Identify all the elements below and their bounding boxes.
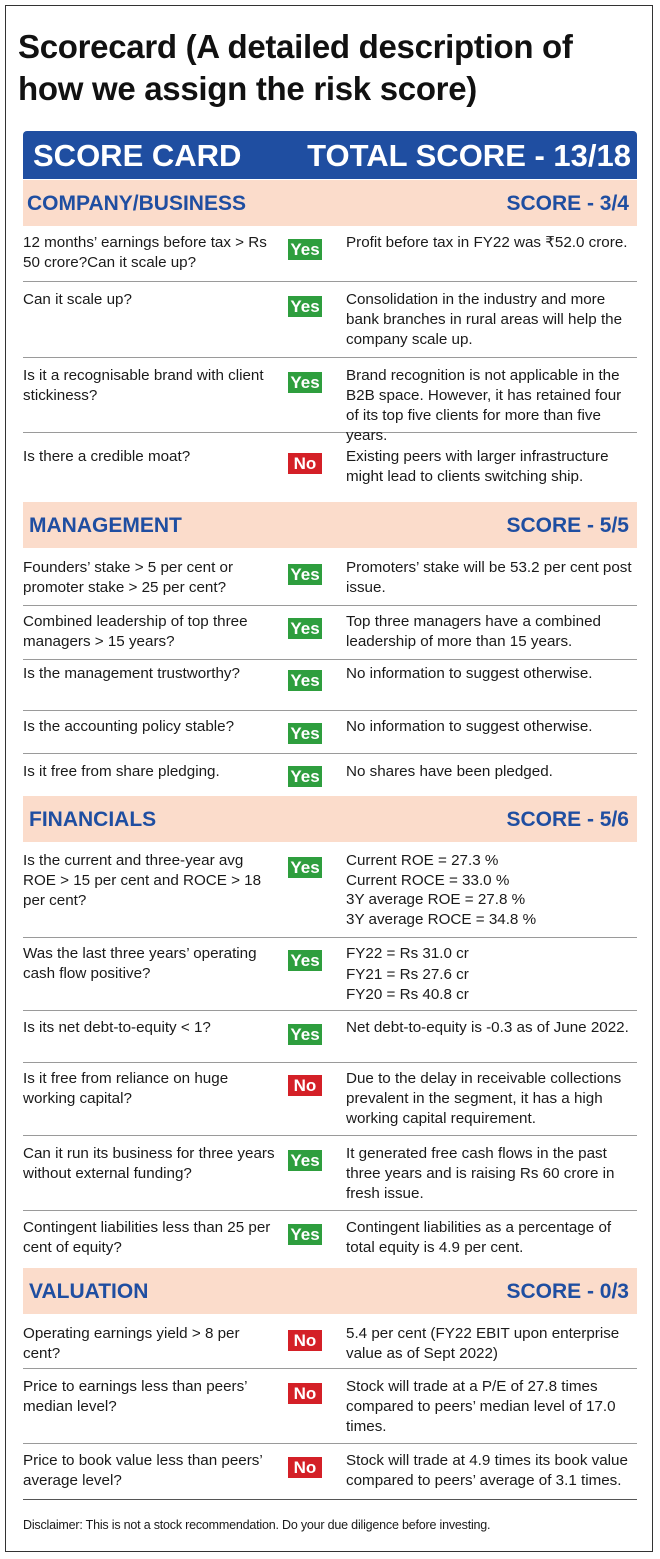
- table-row: [23, 1451, 637, 1500]
- section-title: COMPANY/BUSINESS: [27, 192, 246, 215]
- table-row: [23, 1324, 637, 1369]
- explanation: Promoters’ stake will be 53.2 per cent post issue.: [346, 559, 632, 596]
- explanation: No information to suggest otherwise.: [346, 718, 593, 735]
- explanation: Due to the delay in receivable collections prevalent in the segment, it has a high working capital requirement.: [346, 1070, 622, 1127]
- explanation: Net debt-to-equity is -0.3 as of June 2022.: [346, 1019, 629, 1036]
- table-row: [23, 447, 637, 498]
- explanation: Stock will trade at a P/E of 27.8 times compared to peers’ median level of 17.0 times.: [346, 1378, 616, 1435]
- verdict-badge: Yes: [288, 1224, 322, 1245]
- explanation: Stock will trade at 4.9 times its book value compared to peers’ average of 3.1 times.: [346, 1452, 628, 1489]
- criterion: Is it free from reliance on huge working capital?: [23, 1070, 229, 1107]
- explanation: Existing peers with larger infrastructure might lead to clients switching ship.: [346, 448, 609, 485]
- criterion: Is the management trustworthy?: [23, 665, 240, 682]
- verdict-badge: No: [288, 453, 322, 474]
- verdict-badge: Yes: [288, 1150, 322, 1171]
- explanation: 5.4 per cent (FY22 EBIT upon enterprise value as of Sept 2022): [346, 1325, 620, 1362]
- verdict-badge: Yes: [288, 239, 322, 260]
- verdict-badge: Yes: [288, 296, 322, 317]
- table-row: [23, 366, 637, 444]
- verdict-badge: No: [288, 1075, 322, 1096]
- table-row: [23, 717, 637, 754]
- section-financials: [23, 796, 637, 842]
- section-company-business: [23, 180, 637, 226]
- explanation: No shares have been pledged.: [346, 763, 553, 780]
- table-row: [23, 851, 637, 938]
- verdict-badge: Yes: [288, 1024, 322, 1045]
- table-row: [23, 233, 637, 282]
- verdict-badge: Yes: [288, 857, 322, 878]
- verdict-badge: No: [288, 1383, 322, 1404]
- criterion: Was the last three years’ operating cash flow positive?: [23, 945, 257, 982]
- verdict-badge: No: [288, 1330, 322, 1351]
- table-row: [23, 612, 637, 660]
- explanation: It generated free cash flows in the past three years and is raising Rs 60 crore in fresh issue.: [346, 1145, 615, 1202]
- verdict-badge: No: [288, 1457, 322, 1478]
- verdict-badge: Yes: [288, 618, 322, 639]
- explanation: Consolidation in the industry and more bank branches in rural areas will help the company scale up.: [346, 291, 623, 348]
- verdict-badge: Yes: [288, 723, 322, 744]
- page-title: Scorecard (A detailed description of how we assign the risk score): [18, 28, 573, 107]
- criterion: Contingent liabilities less than 25 per cent of equity?: [23, 1219, 271, 1256]
- section-valuation: [23, 1268, 637, 1314]
- score-card-label: SCORE CARD: [33, 138, 242, 173]
- table-row: [23, 944, 637, 1011]
- table-row: [23, 762, 637, 794]
- verdict-badge: Yes: [288, 670, 322, 691]
- section-score: SCORE - 5/5: [506, 514, 629, 537]
- explanation: FY22 = Rs 31.0 cr FY21 = Rs 27.6 cr FY20 = Rs 40.8 cr: [346, 945, 469, 1003]
- criterion: Combined leadership of top three managers > 15 years?: [23, 613, 248, 650]
- explanation: No information to suggest otherwise.: [346, 665, 593, 682]
- section-title: MANAGEMENT: [29, 514, 182, 537]
- criterion: Is its net debt-to-equity < 1?: [23, 1019, 211, 1036]
- section-title: VALUATION: [29, 1280, 149, 1303]
- table-row: [23, 1144, 637, 1211]
- criterion: Price to earnings less than peers’ median level?: [23, 1378, 247, 1415]
- table-row: [23, 664, 637, 711]
- criterion: Is there a credible moat?: [23, 448, 191, 465]
- criterion: 12 months’ earnings before tax > Rs 50 crore?Can it scale up?: [23, 234, 267, 271]
- section-score: SCORE - 0/3: [506, 1280, 629, 1303]
- verdict-badge: Yes: [288, 372, 322, 393]
- section-management: [23, 502, 637, 548]
- section-score: SCORE - 3/4: [506, 192, 629, 215]
- explanation: Current ROE = 27.3 % Current ROCE = 33.0 % 3Y average ROE = 27.8 % 3Y average ROCE = 34.8 %: [346, 852, 537, 928]
- criterion: Is it a recognisable brand with client stickiness?: [23, 367, 264, 404]
- score-card-header: [23, 131, 637, 179]
- table-row: [23, 1218, 637, 1266]
- verdict-badge: Yes: [288, 950, 322, 971]
- criterion: Can it run its business for three years without external funding?: [23, 1145, 275, 1182]
- criterion: Can it scale up?: [23, 291, 132, 308]
- explanation: Brand recognition is not applicable in the B2B space. However, it has retained four of its top five clients for more than five years.: [346, 367, 622, 444]
- criterion: Is the accounting policy stable?: [23, 718, 235, 735]
- table-row: [23, 1377, 637, 1444]
- explanation: Top three managers have a combined leadership of more than 15 years.: [346, 613, 601, 650]
- criterion: Price to book value less than peers’ average level?: [23, 1452, 263, 1489]
- disclaimer: Disclaimer: This is not a stock recommendation. Do your due diligence before investing.: [23, 1518, 491, 1532]
- verdict-badge: Yes: [288, 766, 322, 787]
- criterion: Founders’ stake > 5 per cent or promoter stake > 25 per cent?: [23, 559, 234, 596]
- explanation: Profit before tax in FY22 was ₹52.0 crore.: [346, 234, 628, 251]
- criterion: Is it free from share pledging.: [23, 763, 220, 780]
- total-score: TOTAL SCORE - 13/18: [307, 138, 631, 173]
- section-title: FINANCIALS: [29, 808, 157, 831]
- table-row: [23, 1018, 637, 1063]
- table-row: [23, 1069, 637, 1136]
- table-row: [23, 290, 637, 358]
- section-score: SCORE - 5/6: [506, 808, 629, 831]
- criterion: Operating earnings yield > 8 per cent?: [23, 1325, 240, 1362]
- verdict-badge: Yes: [288, 564, 322, 585]
- table-row: [23, 558, 637, 606]
- criterion: Is the current and three-year avg ROE > 15 per cent and ROCE > 18 per cent?: [23, 852, 262, 909]
- explanation: Contingent liabilities as a percentage of total equity is 4.9 per cent.: [346, 1219, 612, 1256]
